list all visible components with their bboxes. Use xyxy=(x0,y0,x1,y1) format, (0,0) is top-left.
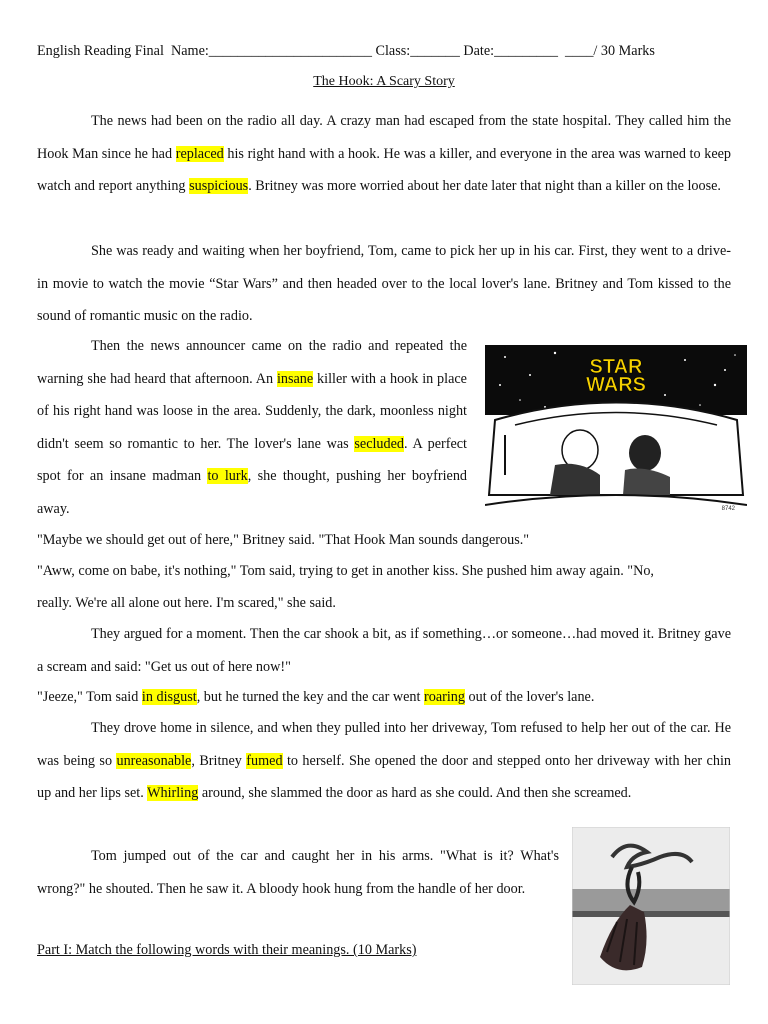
dialogue-line-2b: really. We're all alone out here. I'm scared," she said. xyxy=(37,595,336,611)
vocab-fumed: fumed xyxy=(246,752,283,769)
paragraph-9: Tom jumped out of the car and caught her in his arms. "What is it? What's wrong?" he shouted. Then he saw it. A bloody hook hung from the handle of her door. xyxy=(37,848,559,897)
text-run: , Britney xyxy=(191,752,247,769)
vocab-whirling: Whirling xyxy=(147,785,199,801)
worksheet-header: English Reading Final Name:_______________________ Class:_______ Date:_________ ____/ 30 Marks xyxy=(37,43,655,59)
text-run: , she thought, pushing her boyfriend away. xyxy=(37,468,468,517)
bloody-hook-illustration xyxy=(572,827,730,985)
paragraph-1 xyxy=(37,105,731,203)
text-run: to herself. She opened the door and stepped onto her driveway with her chin up and her lips set. xyxy=(37,752,731,801)
vocab-roaring: roaring xyxy=(424,689,465,705)
dialogue-line-3 xyxy=(37,687,594,707)
part-1-heading: Part I: Match the following words with their meanings. (10 Marks) xyxy=(37,942,417,958)
text-run: , but he turned the key and the car went xyxy=(196,689,424,705)
text-run: They drove home in silence, and when they pulled into her driveway, Tom refused to help her out of the car. He was being so xyxy=(37,720,731,769)
text-run: Then the news announcer came on the radio and repeated the warning she had heard that afternoon. An xyxy=(37,338,467,387)
story-title: The Hook: A Scary Story xyxy=(313,74,455,89)
paragraph-6: They argued for a moment. Then the car shook a bit, as if something…or someone…had moved it. Britney gave a scream and said: "Get us out of here now!" xyxy=(37,626,731,675)
image-caption: 8742 xyxy=(721,506,735,512)
vocab-suspicious: suspicious xyxy=(189,178,249,194)
text-run: "Jeeze," Tom said xyxy=(37,689,142,705)
poster-text-star: STAR xyxy=(589,356,643,378)
text-run: killer with a hook in place of his right hand was loose in the area. Suddenly, the dark, moonless night didn't seem so romantic to her. The lover's lane was xyxy=(37,370,467,452)
text-run: out of the lover's lane. xyxy=(464,689,595,705)
poster-text-wars: WARS xyxy=(586,374,646,396)
text-run: his right hand with a hook. He was a killer, and everyone in the area was warned to keep watch and report anything xyxy=(37,145,732,194)
vocab-replaced: replaced xyxy=(175,145,224,162)
text-run: . A perfect spot for an insane madman xyxy=(37,435,467,484)
dialogue-line-2a: "Aww, come on babe, it's nothing," Tom said, trying to get in another kiss. She pushed him away again. "No, xyxy=(37,563,654,579)
vocab-to-lurk: to lurk xyxy=(207,468,248,484)
text-run: The news had been on the radio all day. A crazy man had escaped from the state hospital. They called him the Hook Man since he had xyxy=(37,113,731,162)
text-run: around, she slammed the door as hard as she could. And then she screamed. xyxy=(198,785,632,801)
vocab-secluded: secluded xyxy=(354,435,405,452)
paragraph-8 xyxy=(37,712,731,810)
text-run: . Britney was more worried about her date later that night than a killer on the loose. xyxy=(248,178,721,194)
dialogue-line-1: "Maybe we should get out of here," Britney said. "That Hook Man sounds dangerous." xyxy=(37,532,530,548)
paragraph-3 xyxy=(37,330,467,525)
vocab-in-disgust: in disgust xyxy=(141,689,197,705)
drive-in-movie-illustration xyxy=(485,345,747,515)
vocab-unreasonable: unreasonable xyxy=(116,752,192,769)
vocab-insane: insane xyxy=(276,370,314,387)
paragraph-2: She was ready and waiting when her boyfriend, Tom, came to pick her up in his car. First, they went to a drive-in movie to watch the movie “Star Wars” and then headed over to the local lover's lane. Britney and Tom kissed to the sound of romantic music on the radio. xyxy=(37,243,731,324)
